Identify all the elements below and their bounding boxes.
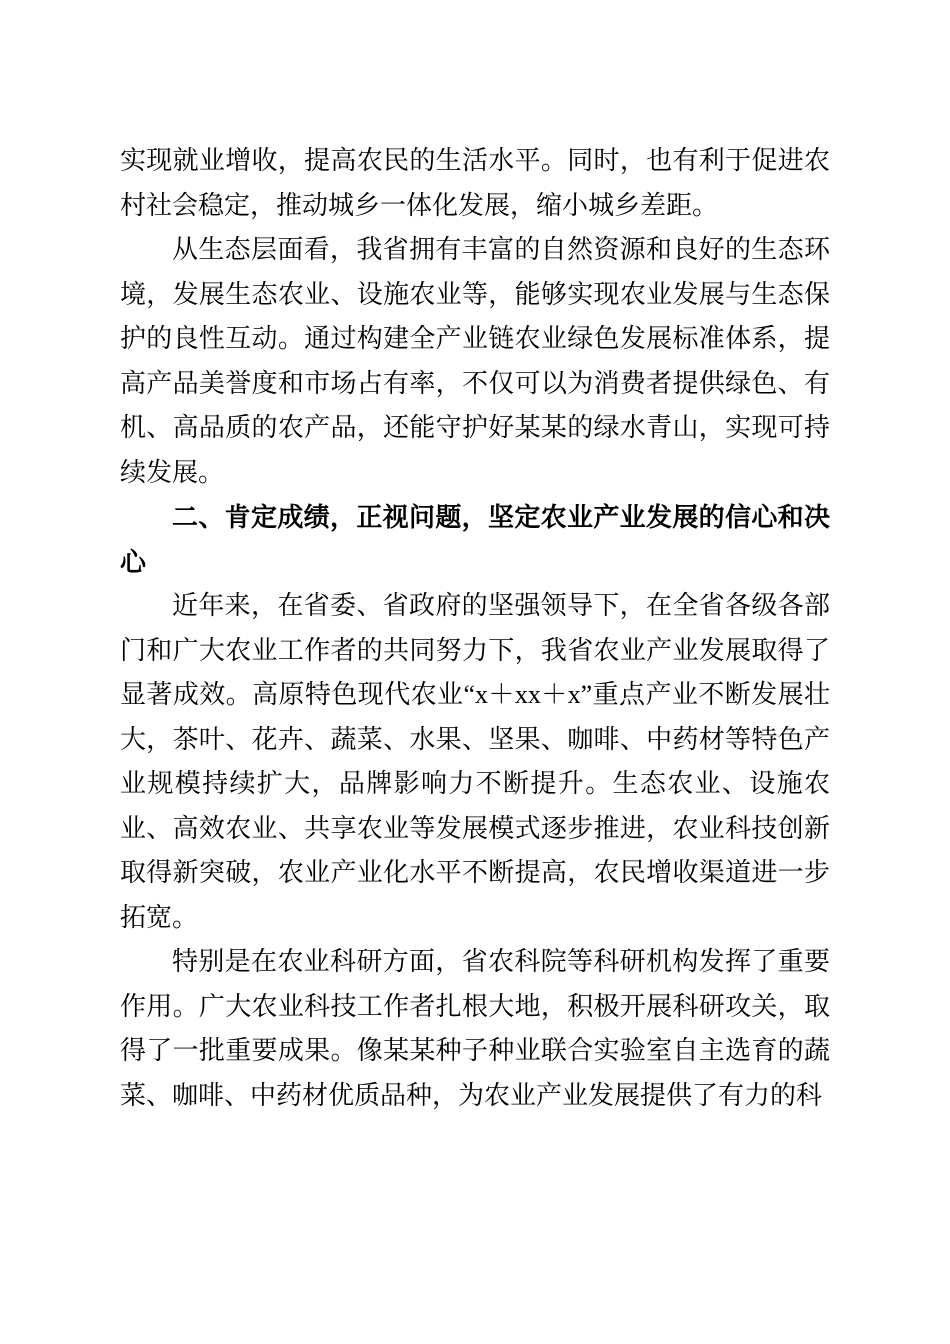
paragraph-achievements: 近年来，在省委、省政府的坚强领导下，在全省各级各部门和广大农业工作者的共同努力下，我省农业产业发展取得了显著成效。高原特色现代农业“x＋xx＋x”重点产业不断发展壮大，茶叶、花卉、蔬菜、水果、坚果、咖啡、中药材等特色产业规模持续扩大，品牌影响力不断提升。生态农业、设施农业、高效农业、共享农业等发展模式逐步推进，农业科技创新取得新突破，农业产业化水平不断提高，农民增收渠道进一步拓宽。 [120,591,830,932]
paragraph-employment-continuation: 实现就业增收，提高农民的生活水平。同时，也有利于促进农村社会稳定，推动城乡一体化发展，缩小城乡差距。 [120,146,830,220]
paragraph-ecology: 从生态层面看，我省拥有丰富的自然资源和良好的生态环境，发展生态农业、设施农业等，能够实现农业发展与生态保护的良性互动。通过构建全产业链农业绿色发展标准体系，提高产品美誉度和市场占有率，不仅可以为消费者提供绿色、有机、高品质的农产品，还能守护好某某的绿水青山，实现可持续发展。 [120,235,830,487]
section-heading-2: 二、肯定成绩，正视问题，坚定农业产业发展的信心和决心 [120,502,830,577]
paragraph-agri-research: 特别是在农业科研方面，省农科院等科研机构发挥了重要作用。广大农业科技工作者扎根大地，积极开展科研攻关，取得了一批重要成果。像某某种子种业联合实验室自主选育的蔬菜、咖啡、中药材优质品种，为农业产业发展提供了有力的科 [120,947,830,1110]
document-text-block [120,139,830,1118]
